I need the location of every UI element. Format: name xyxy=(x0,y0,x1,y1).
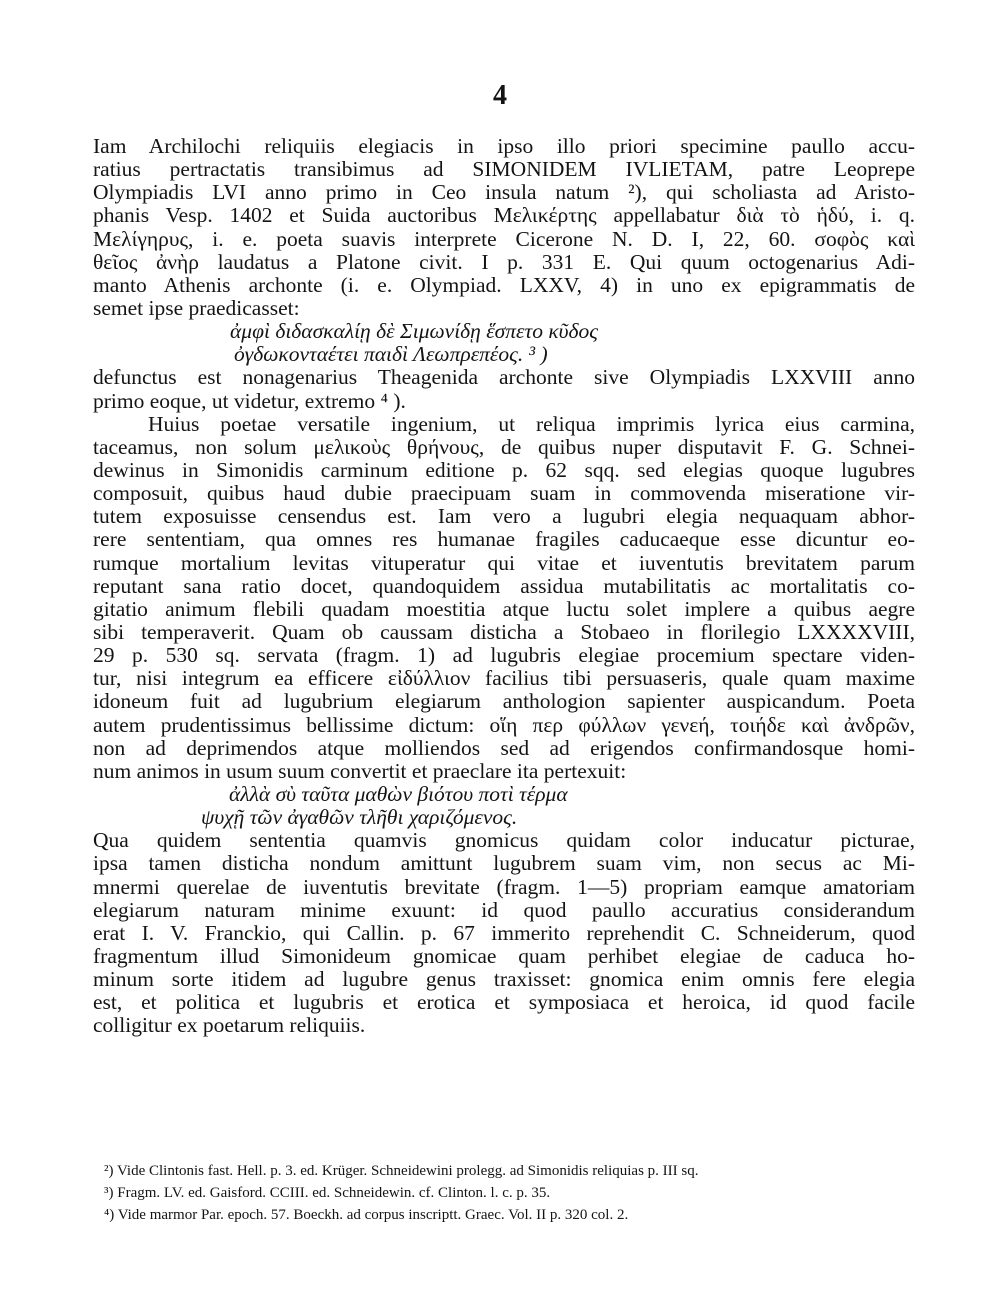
text-line: 29 p. 530 sq. servata (fragm. 1) ad lugubris elegiae procemium spectare viden- xyxy=(93,644,915,668)
text-line: non ad deprimendos atque molliendos sed ad erigendos confirmandosque homi- xyxy=(93,736,915,760)
text-line: Qua quidem sententia quamvis gnomicus quidam color inducatur picturae, xyxy=(93,829,915,853)
text-line: autem prudentissimus bellissime dictum: οἵη περ φύλλων γενεή, τοιήδε καὶ ἀνδρῶν, xyxy=(93,713,915,737)
footnote: ²) Vide Clintonis fast. Hell. p. 3. ed. Krüger. Schneidewini prolegg. ad Simonidis reliquias p. III sq. xyxy=(104,1163,699,1179)
footnote: ⁴) Vide marmor Par. epoch. 57. Boeckh. ad corpus inscriptt. Graec. Vol. II p. 320 col. 2. xyxy=(104,1207,629,1223)
greek-verse-line: ψυχῇ τῶν ἀγαθῶν τλῆθι χαριζόμενος. xyxy=(201,806,518,830)
footnote: ³) Fragm. LV. ed. Gaisford. CCIII. ed. Schneidewin. cf. Clinton. l. c. p. 35. xyxy=(104,1185,551,1201)
text-line: defunctus est nonagenarius Theagenida archonte sive Olympiadis LXXVIII anno xyxy=(93,366,915,390)
text-line: taceamus, non solum μελικοὺς θρήνους, de quibus nuper disputavit F. G. Schnei- xyxy=(93,435,915,459)
page-number: 4 xyxy=(493,80,507,111)
text-line: tutem exposuisse censendus est. Iam vero a lugubri elegia nequaquam abhor- xyxy=(93,505,915,529)
text-line: mnermi querelae de iuventutis brevitate (fragm. 1—5) propriam eamque amatoriam xyxy=(93,875,915,899)
text-line: erat I. V. Franckio, qui Callin. p. 67 immerito reprehendit C. Schneiderum, quod xyxy=(93,921,915,945)
text-line: rere sententiam, qua omnes res humanae fragiles caducaeque esse dicuntur eo- xyxy=(93,528,915,552)
text-line: Olympiadis LVI anno primo in Ceo insula natum ²), qui scholiasta ad Aristo- xyxy=(93,181,915,205)
text-line: tur, nisi integrum ea efficere εἰδύλλιον facilius tibi persuaseris, quale quam maxime xyxy=(93,667,915,691)
text-line: ipsa tamen disticha nondum amittunt lugubrem suam vim, non secus ac Mi- xyxy=(93,852,915,876)
text-line: primo eoque, ut videtur, extremo ⁴ ). xyxy=(93,389,406,413)
text-line: colligitur ex poetarum reliquiis. xyxy=(93,1014,366,1038)
text-line: est, et politica et lugubris et erotica et symposiaca et heroica, id quod facile xyxy=(93,991,915,1015)
text-line: num animos in usum suum convertit et praeclare ita pertexuit: xyxy=(93,759,627,783)
text-line: Μελίγηρυς, i. e. poeta suavis interprete Cicerone N. D. I, 22, 60. σοφὸς καὶ xyxy=(93,227,915,251)
text-line: composuit, quibus haud dubie praecipuam suam in commovenda miseratione vir- xyxy=(93,482,915,506)
text-line: reputant sana ratio docet, quandoquidem assidua mutabilitatis ac mortalitatis co- xyxy=(93,574,915,598)
paragraph-first-line: Huius poetae versatile ingenium, ut reliqua imprimis lyrica eius carmina, xyxy=(148,412,915,436)
greek-verse-line: ἀμφὶ διδασκαλίῃ δὲ Σιμωνίδῃ ἕσπετο κῦδος xyxy=(230,320,599,344)
text-line: manto Athenis archonte (i. e. Olympiad. LXXV, 4) in uno ex epigrammatis de xyxy=(93,273,915,297)
greek-verse-line: ὀγδωκονταέτει παιδὶ Λεωπρεπέος. ³ ) xyxy=(234,343,548,367)
text-line: gitatio animum flebili quadam moestitia atque luctu solet implere a quibus aegre xyxy=(93,597,915,621)
text-line: Iam Archilochi reliquiis elegiacis in ipso illo priori specimine paullo accu- xyxy=(93,135,915,158)
text-line: dewinus in Simonidis carminum editione p. 62 sqq. sed elegias quoque lugubres xyxy=(93,458,915,482)
footnotes xyxy=(104,1160,904,1226)
text-line: ratius pertractatis transibimus ad SIMONIDEM IVLIETAM, patre Leoprepe xyxy=(93,158,915,182)
text-line: idoneum fuit ad lugubrium elegiarum anthologion sapienter auspicandum. Poeta xyxy=(93,690,915,714)
text-line: θεῖος ἀνὴρ laudatus a Platone civit. I p. 331 E. Qui quum octogenarius Adi- xyxy=(93,250,915,274)
body-text xyxy=(93,135,915,1037)
text-line: fragmentum illud Simonideum gnomicae quam perhibet elegiae de caduca ho- xyxy=(93,944,915,968)
text-line: elegiarum naturam minime exuunt: id quod paullo accuratius considerandum xyxy=(93,898,915,922)
text-line: sibi temperaverit. Quam ob caussam disticha a Stobaeo in florilegio LXXXXVIII, xyxy=(93,620,915,644)
text-line: rumque mortalium levitas vituperatur qui vitae et iuventutis brevitatem parum xyxy=(93,551,915,575)
text-line: minum sorte itidem ad lugubre genus traxisset: gnomica enim omnis fere elegia xyxy=(93,968,915,992)
text-line: phanis Vesp. 1402 et Suida auctoribus Μελικέρτης appellabatur διὰ τὸ ἡδύ, i. q. xyxy=(93,204,915,228)
text-line: semet ipse praedicasset: xyxy=(93,296,300,320)
greek-verse-line: ἀλλὰ σὺ ταῦτα μαθὼν βιότου ποτὶ τέρμα xyxy=(229,782,568,806)
